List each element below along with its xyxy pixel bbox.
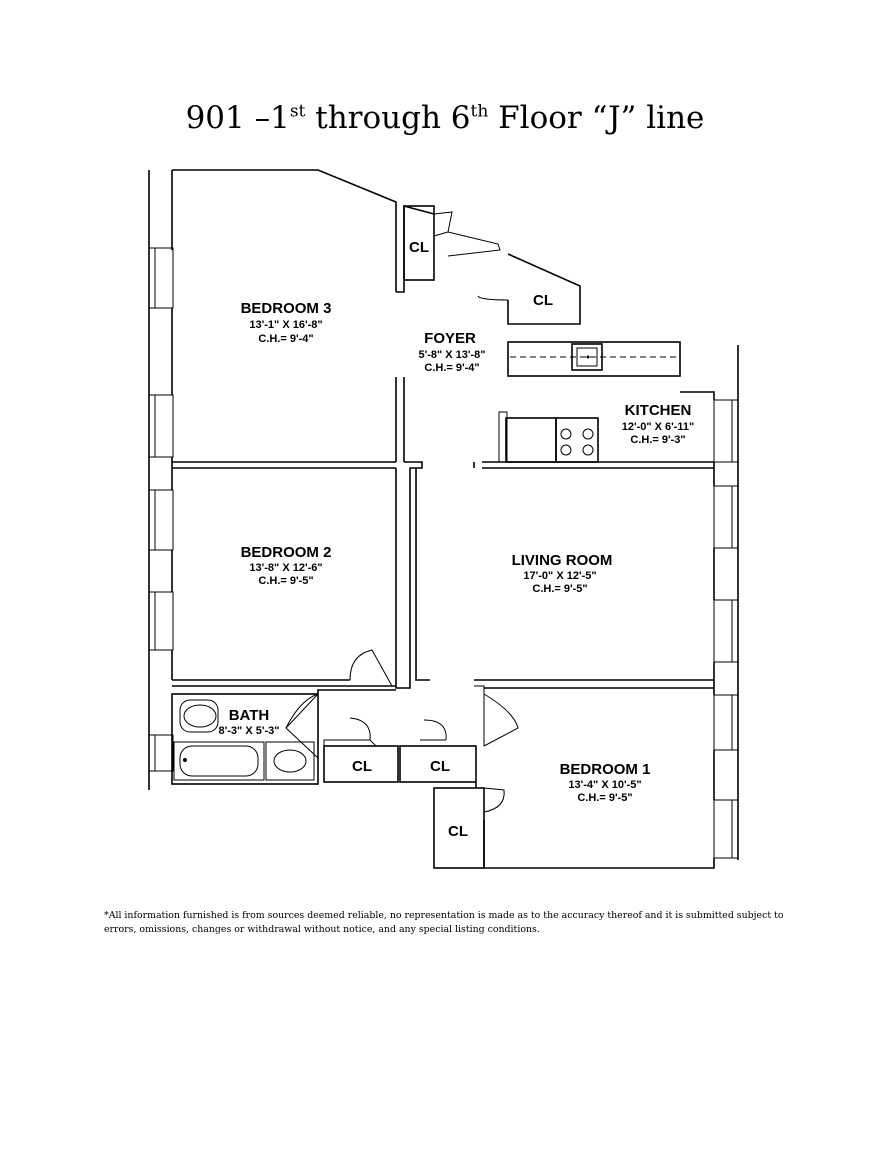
room-dimensions: 13'-1" X 16'-8" <box>249 319 323 331</box>
title-superscript-th: th <box>470 101 489 122</box>
page-title: 901 –1st through 6th Floor “J” line <box>185 100 705 136</box>
closet-label-bedroom-1: CL <box>448 823 468 840</box>
room-bedroom-1 <box>560 761 651 804</box>
disclaimer-text: *All information furnished is from sources deemed reliable, no representation is made as to the accuracy thereof and it is submitted subject to errors, omissions, changes or withdrawal without notice, and any special listing conditions. <box>104 910 784 935</box>
title-superscript-st: st <box>289 101 306 122</box>
room-foyer <box>418 330 485 374</box>
room-ceiling-height: C.H.= 9'-4" <box>258 333 314 345</box>
room-ceiling-height: C.H.= 9'-3" <box>630 434 686 446</box>
closet-label-foyer: CL <box>409 239 429 256</box>
room-ceiling-height: C.H.= 9'-5" <box>577 792 633 804</box>
room-label: BEDROOM 3 <box>240 300 332 317</box>
room-dimensions: 13'-8" X 12'-6" <box>249 562 323 574</box>
room-dimensions: 17'-0" X 12'-5" <box>523 570 597 582</box>
room-label: BEDROOM 1 <box>559 761 651 778</box>
closet-label-hall-left: CL <box>352 758 372 775</box>
room-bedroom-3 <box>241 300 332 345</box>
room-ceiling-height: C.H.= 9'-5" <box>258 575 314 587</box>
room-label: KITCHEN <box>624 402 692 419</box>
room-label: BATH <box>228 707 270 724</box>
closet-label-entry: CL <box>533 292 553 309</box>
room-bedroom-2 <box>241 544 332 587</box>
room-ceiling-height: C.H.= 9'-4" <box>424 362 480 374</box>
closet-label-hall-right: CL <box>430 758 450 775</box>
room-label: BEDROOM 2 <box>240 544 332 561</box>
room-dimensions: 8'-3" X 5'-3" <box>218 725 280 737</box>
room-dimensions: 12'-0" X 6'-11" <box>621 421 695 433</box>
room-label: LIVING ROOM <box>511 552 613 569</box>
room-label: FOYER <box>424 330 476 347</box>
room-dimensions: 5'-8" X 13'-8" <box>418 349 486 361</box>
room-kitchen <box>622 402 695 446</box>
room-living-room <box>512 552 613 595</box>
room-dimensions: 13'-4" X 10'-5" <box>568 779 642 791</box>
room-ceiling-height: C.H.= 9'-5" <box>532 583 588 595</box>
room-bath <box>219 707 280 737</box>
